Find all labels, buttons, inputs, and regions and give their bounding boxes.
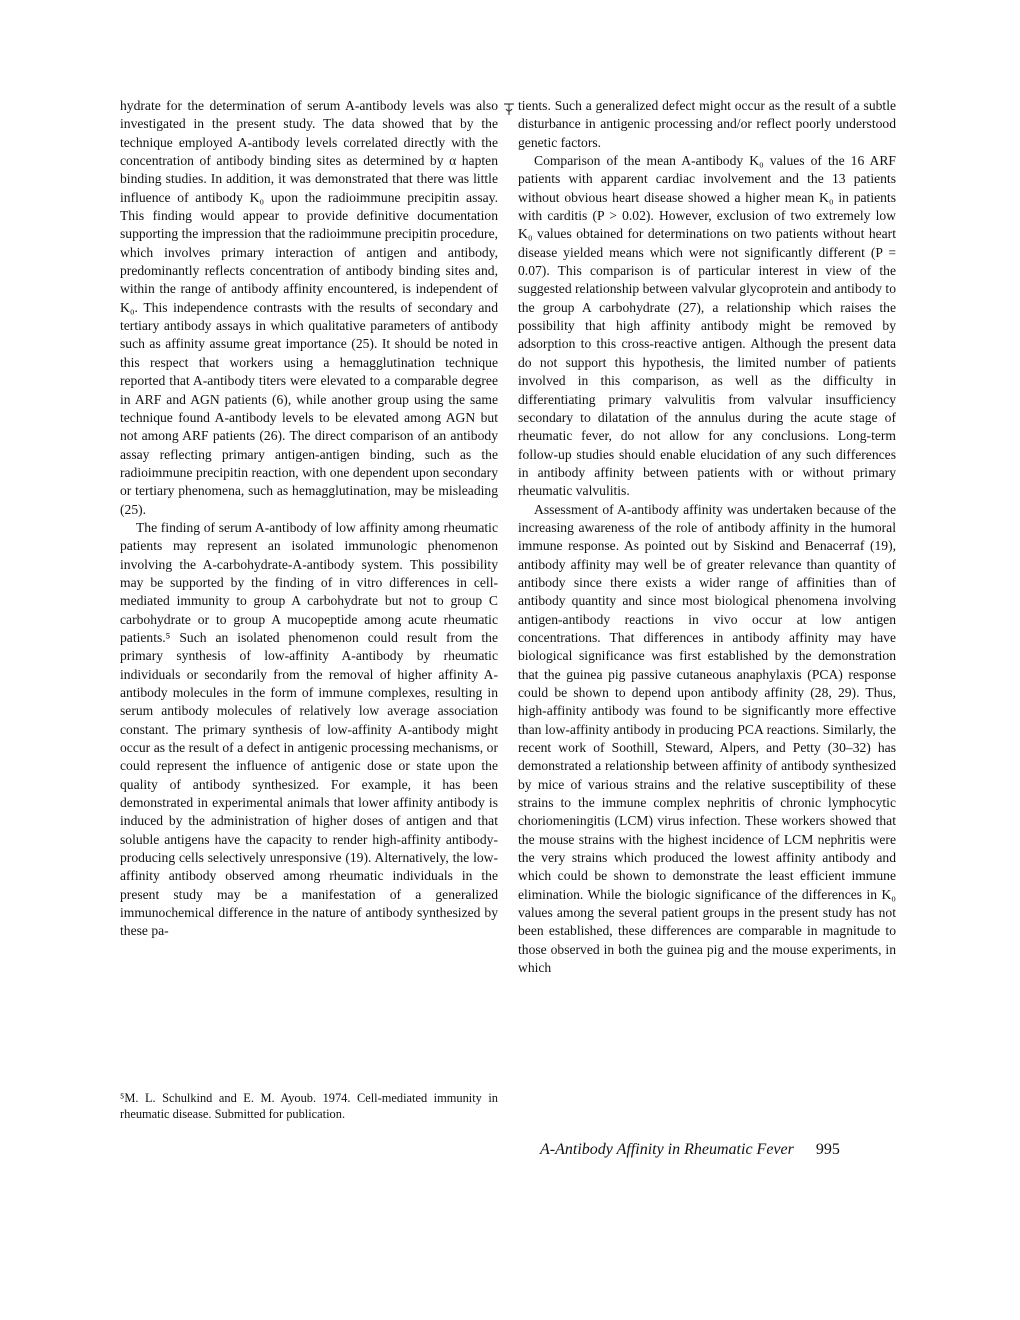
left-column <box>120 97 498 941</box>
running-title: A-Antibody Affinity in Rheumatic Fever <box>540 1141 794 1158</box>
right-paragraph-2: Comparison of the mean A-antibody K₀ values of the 16 ARF patients with apparent cardiac involvement and the 13 patients without obvious heart disease showed a higher mean K₀ in patients with carditis (P > 0.02). However, exclusion of two extremely low K₀ values obtained for determinations on two patients without heart disease yielded means which were not significantly different (P = 0.07). This comparison is of particular interest in view of the suggested relationship between valvular glycoprotein and antibody to the group A carbohydrate (27), a relationship which raises the possibility that high affinity antibody might be removed by adsorption to this cross-reactive antigen. Although the present data do not support this hypothesis, the limited number of patients involved in this comparison, as well as the difficulty in differentiating primary valvulitis from valvular insufficiency secondary to dilatation of the annulus during the acute stage of rheumatic fever, do not allow for any conclusions. Long-term follow-up studies should enable elucidation of any such differences in antibody affinity between patients with or without primary rheumatic valvulitis. <box>518 153 896 499</box>
footnote: ⁵M. L. Schulkind and E. M. Ayoub. 1974. Cell-mediated immunity in rheumatic disease. Submitted for publication. <box>120 1091 498 1121</box>
right-paragraph-1: tients. Such a generalized defect might occur as the result of a subtle disturbance in antigenic processing and/or reflect poorly understood genetic factors. <box>518 98 896 150</box>
margin-mark <box>503 101 515 117</box>
right-paragraph-3: Assessment of A-antibody affinity was undertaken because of the increasing awareness of the role of antibody affinity in the humoral immune response. As pointed out by Siskind and Benacerraf (19), antibody affinity may well be of greater relevance than quantity of antibody since there exists a wider range of affinities than of antibody quantity and since most biological phenomena involving antigen-antibody reactions in vivo occur at low antigen concentrations. That differences in antibody affinity may have biological significance was first established by the demonstration that the guinea pig passive cutaneous anaphylaxis (PCA) response could be shown to depend upon antibody affinity (28, 29). Thus, high-affinity antibody was found to be significantly more effective than low-affinity antibody in producing PCA reactions. Similarly, the recent work of Soothill, Steward, Alpers, and Petty (30–32) has demonstrated a relationship between affinity of antibody synthesized by mice of various strains and the relative susceptibility of these strains to the immune complex nephritis of chronic lymphocytic choriomeningitis (LCM) virus infection. These workers showed that the mouse strains with the highest incidence of LCM nephritis were the very strains which produced the lowest affinity antibody and which could be shown to demonstrate the least efficient immune elimination. While the biologic significance of the differences in K₀ values among the several patient groups in the present study has not been established, these differences are comparable in magnitude to those observed in both the guinea pig and the mouse experiments, in which <box>518 501 896 976</box>
margin-mark-icon <box>503 101 515 117</box>
page-number: 995 <box>815 1141 840 1158</box>
right-column <box>518 97 896 978</box>
left-paragraph-2: The finding of serum A-antibody of low affinity among rheumatic patients may represent an isolated immunologic phenomenon involving the A-carbohydrate-A-antibody system. This possibility may be supported by the finding of in vitro differences in cell-mediated immunity to group A carbohydrate but not to group C carbohydrate or to group A mucopeptide among acute rheumatic patients.⁵ Such an isolated phenomenon could result from the primary synthesis of low-affinity A-antibody by rheumatic individuals or secondarily from the removal of higher affinity A-antibody molecules in the form of immune complexes, resulting in serum antibody molecules of relatively low average association constant. The primary synthesis of low-affinity A-antibody might occur as the result of a defect in antigenic processing mechanisms, or could represent the influence of antigenic dose or state upon the quality of antibody synthesized. For example, it has been demonstrated in experimental animals that lower affinity antibody is induced by the administration of higher doses of antigen and that soluble antigens have the capacity to render high-affinity antibody-producing cells selectively unresponsive (19). Alternatively, the low-affinity antibody observed among rheumatic individuals in the present study may be a manifestation of a generalized immunochemical difference in the nature of antibody synthesized by these pa- <box>120 519 498 939</box>
running-footer <box>540 1141 920 1159</box>
left-paragraph-1: hydrate for the determination of serum A-antibody levels was also investigated in the present study. The data showed that by the technique employed A-antibody levels correlated directly with the concentration of antibody binding sites as determined by α hapten binding studies. In addition, it was demonstrated that there was little influence of antibody K₀ upon the radioimmune precipitin assay. This finding would appear to provide definitive documentation supporting the impression that the radioimmune precipitin procedure, which involves primary interaction of antigen and antibody, predominantly reflects concentration of antibody binding sites and, within the range of antibody affinity encountered, is independent of K₀. This independence contrasts with the results of secondary and tertiary antibody assays in which qualitative parameters of antibody such as affinity assume great importance (25). It should be noted in this respect that workers using a hemagglutination technique reported that A-antibody titers were elevated to a comparable degree in ARF and AGN patients (6), while another group using the same technique found A-antibody levels to be elevated among AGN but not among ARF patients (26). The direct comparison of an antibody assay reflecting primary antigen-antigen binding, such as the radioimmune precipitin reaction, with one dependent upon secondary or tertiary phenomena, such as hemagglutination, may be misleading (25). <box>120 98 498 517</box>
